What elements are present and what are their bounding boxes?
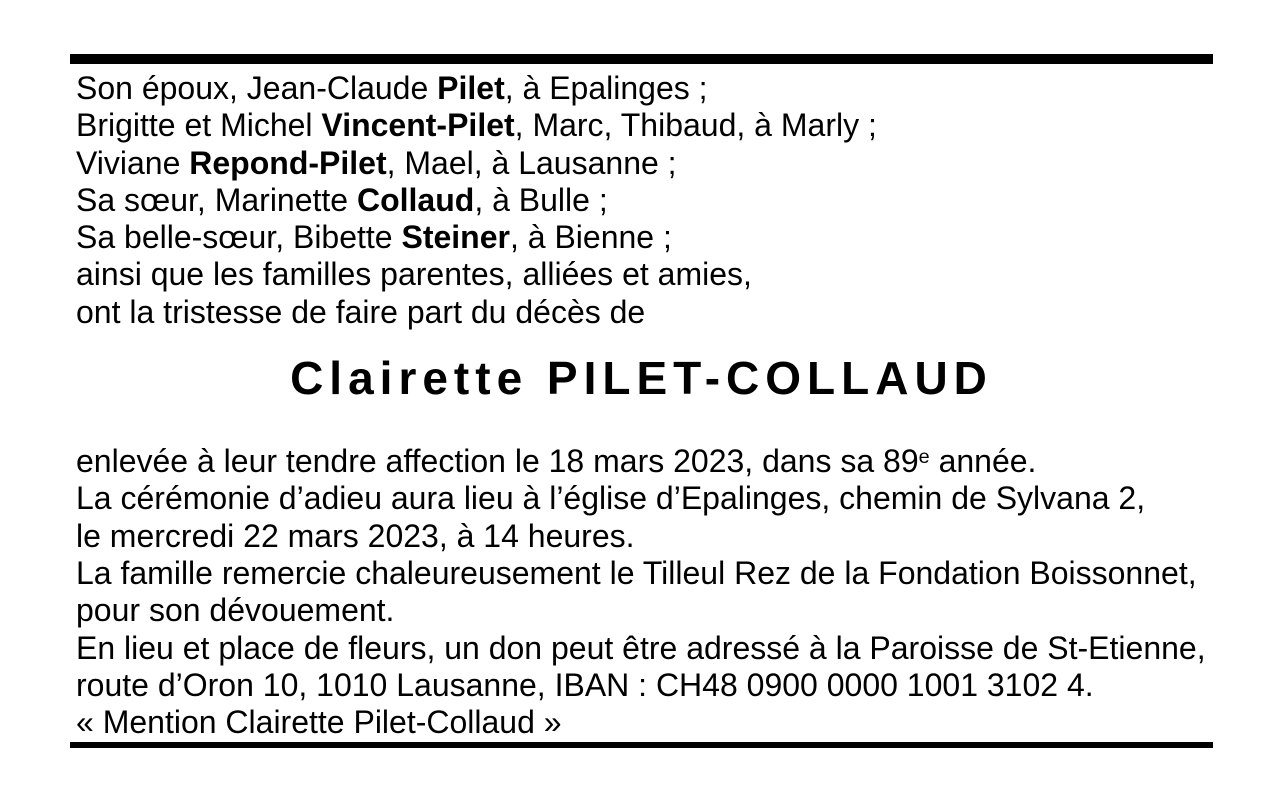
top-rule <box>70 54 1213 64</box>
surname-bold: Pilet <box>437 70 505 106</box>
text-segment: , à Bienne ; <box>509 219 672 256</box>
text-line <box>76 480 1216 517</box>
text-line <box>76 443 1216 480</box>
text-segment: En lieu et place de fleurs, un don peut être adressé à la Paroisse de St-Etienne, <box>76 629 1206 666</box>
text-line <box>76 256 1216 293</box>
text-line <box>76 555 1216 592</box>
text-line <box>76 667 1216 704</box>
surname-bold: Steiner <box>401 219 510 256</box>
text-segment: Sa sœur, Marinette <box>76 181 357 218</box>
text-line <box>76 592 1216 629</box>
text-line <box>76 70 1216 107</box>
ordinal-superscript: e <box>918 446 930 469</box>
text-segment: Brigitte et Michel <box>76 107 322 144</box>
surname-bold: Repond-Pilet <box>189 144 387 181</box>
text-line <box>76 145 1216 182</box>
text-line <box>76 107 1216 144</box>
family-intro-lines <box>76 70 1216 331</box>
text-line <box>76 219 1216 256</box>
surname-bold: Collaud <box>356 181 475 218</box>
text-segment: année. <box>929 443 1037 480</box>
text-segment: Viviane <box>76 144 190 181</box>
text-line <box>76 704 1216 741</box>
text-segment: , à Bulle ; <box>474 181 608 218</box>
text-segment: le mercredi 22 mars 2023, à 14 heures. <box>76 517 635 554</box>
text-segment: La famille remercie chaleureusement le Tilleul Rez de la Fondation Boissonnet, <box>76 554 1197 591</box>
text-line <box>76 630 1216 667</box>
text-line <box>76 518 1216 555</box>
text-line <box>76 294 1216 331</box>
text-segment: pour son dévouement. <box>76 592 395 629</box>
deceased-name-title: Clairette PILET-COLLAUD <box>290 352 993 405</box>
text-segment: route d’Oron 10, 1010 Lausanne, IBAN : CH48 0900 0000 1001 3102 4. <box>76 666 1094 703</box>
text-segment: Son époux, Jean-Claude <box>76 70 438 106</box>
text-segment: ainsi que les familles parentes, alliées et amies, <box>76 256 752 293</box>
bottom-rule <box>70 742 1213 748</box>
text-segment: , à Epalinges ; <box>504 70 708 106</box>
text-line <box>76 182 1216 219</box>
text-segment: , Mael, à Lausanne ; <box>386 144 677 181</box>
funeral-details-lines <box>76 443 1216 741</box>
text-segment: « Mention Clairette Pilet-Collaud » <box>76 704 562 741</box>
text-segment: enlevée à leur tendre affection le 18 mars 2023, dans sa 89 <box>76 443 919 480</box>
text-segment: , Marc, Thibaud, à Marly ; <box>514 107 877 144</box>
surname-bold: Vincent-Pilet <box>321 107 515 144</box>
text-segment: La cérémonie d’adieu aura lieu à l’église d’Epalinges, chemin de Sylvana 2, <box>76 480 1146 517</box>
text-segment: Sa belle-sœur, Bibette <box>76 219 402 256</box>
text-segment: ont la tristesse de faire part du décès de <box>76 293 646 330</box>
